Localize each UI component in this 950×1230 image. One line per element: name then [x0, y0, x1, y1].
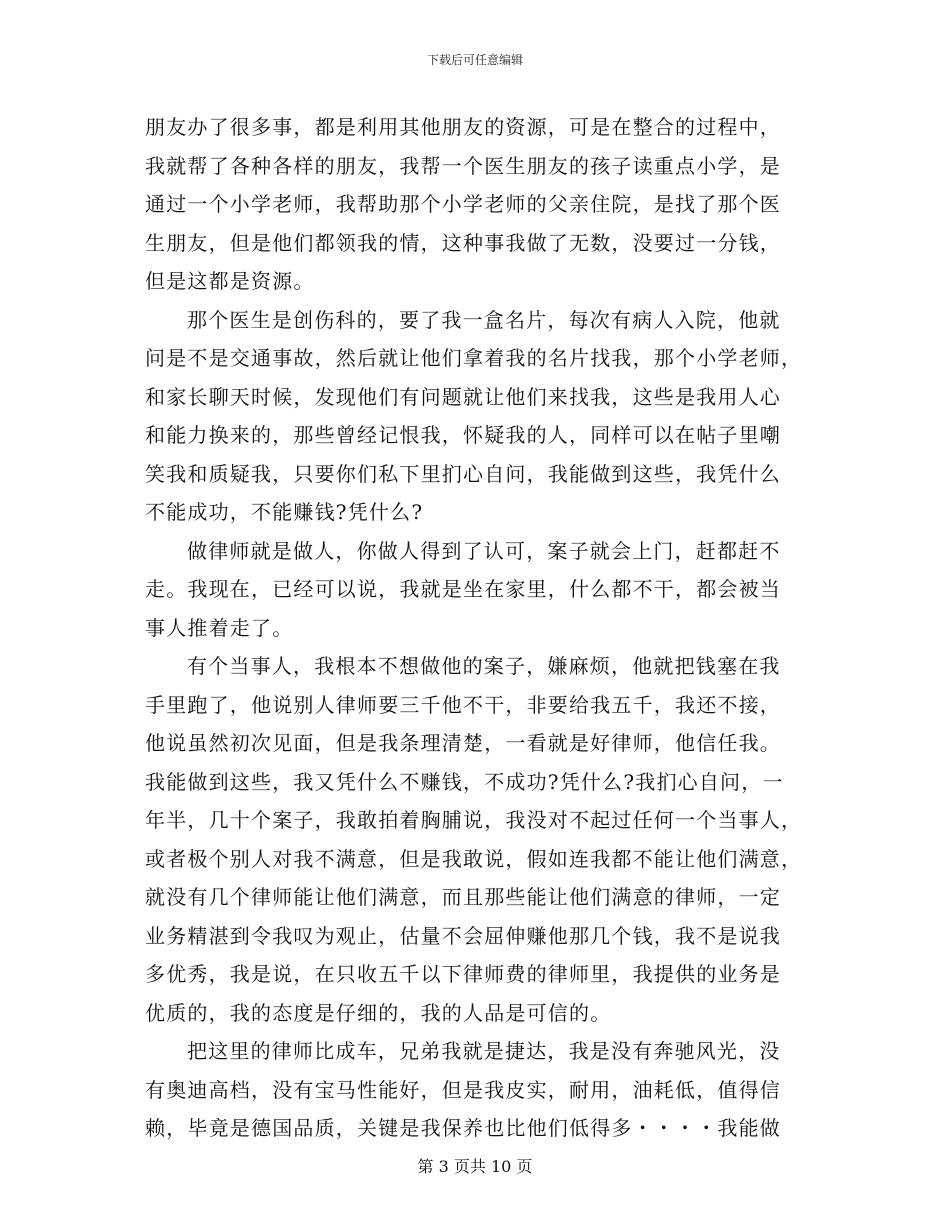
paragraph-5: [145, 1032, 811, 1148]
text-line: 和能力换来的，那些曾经记恨我，怀疑我的人，同样可以在帖子里嘲: [145, 423, 781, 447]
text-line: 赖，毕竟是德国品质，关键是我保养也比他们低得多・・・・我能做: [145, 1116, 781, 1140]
paragraph-4: [145, 647, 811, 1032]
text-line: 问是不是交通事故，然后就让他们拿着我的名片找我，那个小学老师，: [145, 346, 803, 370]
text-line: 但是这都是资源。: [145, 269, 315, 293]
text-line: 把这里的律师比成车，兄弟我就是捷达，我是没有奔驰风光，没: [187, 1039, 781, 1063]
text-line: 有奥迪高档，没有宝马性能好，但是我皮实，耐用，油耗低，值得信: [145, 1077, 781, 1102]
page-header: 下载后可任意编辑: [426, 53, 523, 67]
text-line: 或者极个别人对我不满意，但是我敢说，假如连我都不能让他们满意，: [145, 846, 803, 871]
document-body: [145, 108, 811, 1148]
text-line: 朋友办了很多事，都是利用其他朋友的资源，可是在整合的过程中，: [145, 115, 781, 139]
paragraph-2: [145, 301, 811, 532]
text-line: 和家长聊天时候，发现他们有问题就让他们来找我，这些是我用人心: [145, 384, 781, 409]
text-line: 我就帮了各种各样的朋友，我帮一个医生朋友的孩子读重点小学，是: [145, 153, 781, 178]
text-line: 走。我现在，已经可以说，我就是坐在家里，什么都不干，都会被当: [145, 577, 781, 601]
paragraph-1: [145, 108, 811, 301]
text-line: 生朋友，但是他们都领我的情，这种事我做了无数，没要过一分钱，: [145, 230, 781, 255]
paragraph-3: [145, 532, 811, 648]
text-line: 手里跑了，他说别人律师要三千他不干，非要给我五千，我还不接，: [145, 692, 781, 717]
text-line: 业务精湛到令我叹为观止，估量不会屈伸赚他那几个钱，我不是说我: [145, 923, 781, 948]
text-line: 通过一个小学老师，我帮助那个小学老师的父亲住院，是找了那个医: [145, 192, 781, 216]
text-line: 我能做到这些，我又凭什么不赚钱，不成功?凭什么?我扪心自问，一: [145, 769, 784, 794]
text-line: 笑我和质疑我，只要你们私下里扪心自问，我能做到这些，我凭什么: [145, 461, 781, 486]
text-line: 年半，几十个案子，我敢拍着胸脯说，我没对不起过任何一个当事人，: [145, 808, 803, 832]
text-line: 有个当事人，我根本不想做他的案子，嫌麻烦，他就把钱塞在我: [187, 654, 781, 678]
text-line: 不能成功，不能赚钱?凭什么?: [145, 500, 424, 524]
text-line: 那个医生是创伤科的，要了我一盒名片，每次有病人入院，他就: [187, 307, 781, 332]
text-line: 就没有几个律师能让他们满意，而且那些能让他们满意的律师，一定: [145, 885, 781, 909]
text-line: 多优秀，我是说，在只收五千以下律师费的律师里，我提供的业务是: [145, 962, 781, 986]
page-number: 第 3 页共 10 页: [417, 1157, 533, 1176]
text-line: 事人推着走了。: [145, 615, 294, 640]
text-line: 做律师就是做人，你做人得到了认可，案子就会上门，赶都赶不: [187, 538, 781, 563]
text-line: 优质的，我的态度是仔细的，我的人品是可信的。: [145, 1000, 612, 1025]
text-line: 他说虽然初次见面，但是我条理清楚，一看就是好律师，他信任我。: [145, 731, 781, 755]
